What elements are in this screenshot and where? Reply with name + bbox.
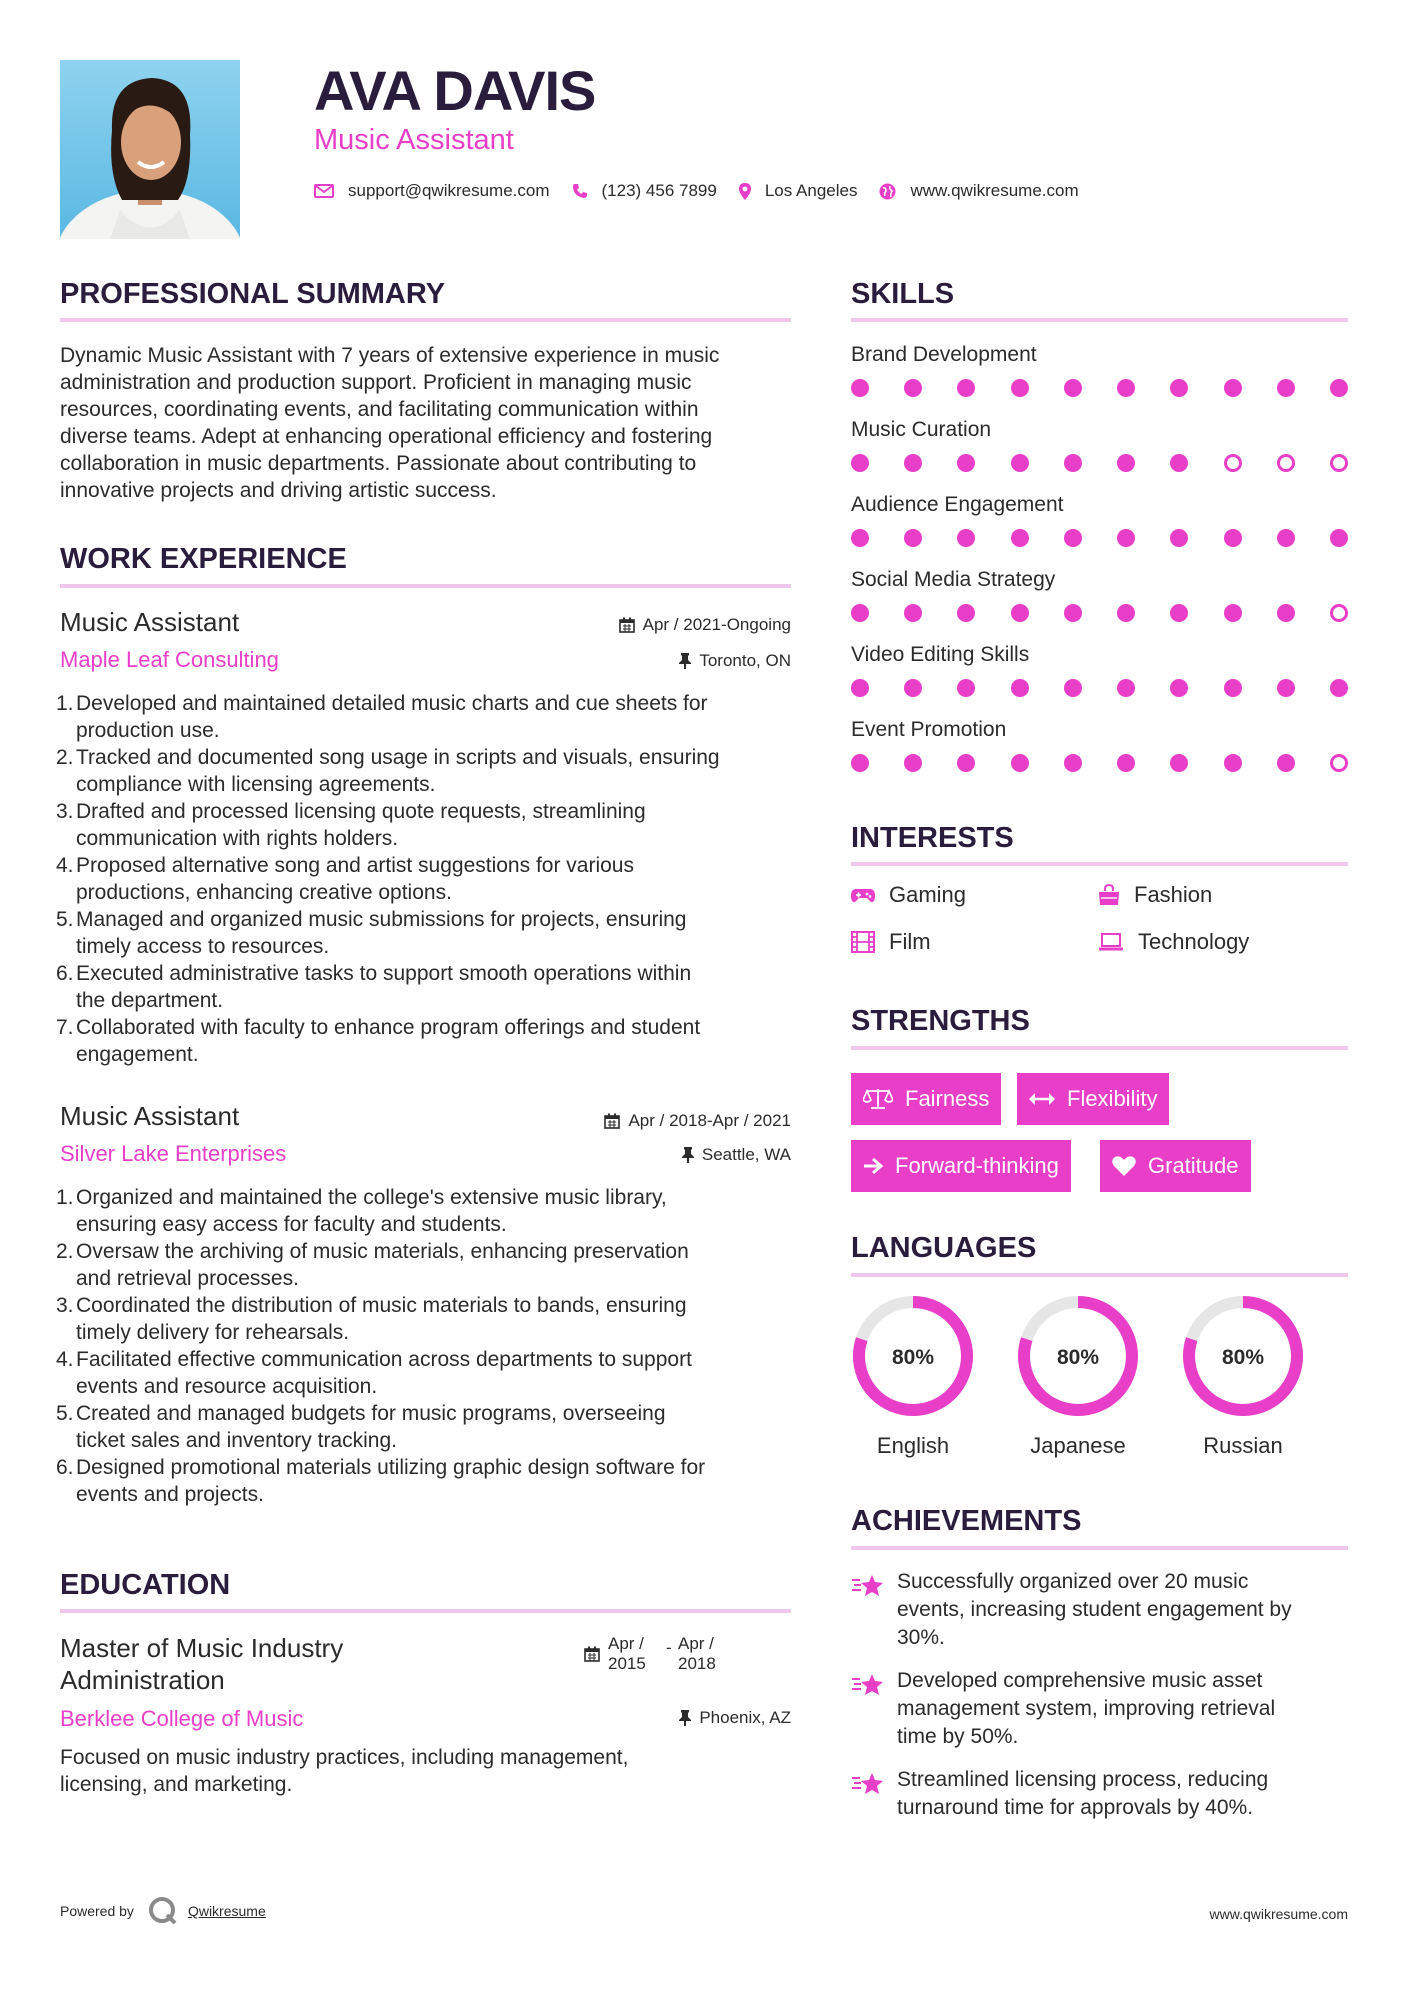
summary-line: Dynamic Music Assistant with 7 years of extensive experience in music xyxy=(60,344,720,367)
education-dash: - xyxy=(666,1638,672,1657)
rating-dot-filled xyxy=(1330,679,1348,697)
skill-label: Music Curation xyxy=(851,418,992,441)
rating-dot-filled xyxy=(1064,754,1082,772)
strength-tag-gratitude: Gratitude xyxy=(1100,1140,1251,1192)
list-item: 5. Managed and organized music submissions for projects, ensuring timely access to resources. xyxy=(56,908,687,958)
pushpin-icon xyxy=(682,1147,694,1163)
pushpin-icon xyxy=(679,1710,691,1726)
list-item: 2. Tracked and documented song usage in scripts and visuals, ensuring compliance with licensing agreements. xyxy=(56,746,720,796)
language-ring xyxy=(851,1294,975,1418)
language-ring xyxy=(1181,1294,1305,1418)
skill-row xyxy=(851,716,1348,791)
company-name: Maple Leaf Consulting xyxy=(60,647,279,672)
job-location xyxy=(500,1145,791,1165)
rating-dot-filled xyxy=(1011,454,1029,472)
phone-icon xyxy=(572,183,588,199)
education-end: Apr / 2018 xyxy=(678,1634,716,1673)
education-divider xyxy=(60,1609,791,1613)
language-percent: 80% xyxy=(891,1346,935,1369)
rating-dot-filled xyxy=(1224,379,1242,397)
skill-row xyxy=(851,341,1348,416)
rating-dot-filled xyxy=(1064,454,1082,472)
job-location-text: Seattle, WA xyxy=(701,1145,791,1164)
rating-dot-filled xyxy=(851,529,869,547)
skill-row xyxy=(851,641,1348,716)
shooting-star-icon xyxy=(851,1671,885,1699)
experience-heading: WORK EXPERIENCE xyxy=(60,543,347,575)
skills-divider xyxy=(851,318,1348,322)
interest-technology: Technology xyxy=(1098,929,1249,955)
skill-row xyxy=(851,491,1348,566)
rating-dot-filled xyxy=(957,454,975,472)
rating-dot-filled xyxy=(851,604,869,622)
achievements-divider xyxy=(851,1546,1348,1550)
powered-by-text: Powered by xyxy=(60,1903,134,1919)
phone-text: (123) 456 7899 xyxy=(601,181,717,200)
envelope-icon xyxy=(314,183,334,199)
rating-dot-filled xyxy=(851,679,869,697)
rating-dot-filled xyxy=(1277,604,1295,622)
summary-text xyxy=(60,342,800,504)
rating-dot-filled xyxy=(1277,754,1295,772)
strengths-heading: STRENGTHS xyxy=(851,1005,1030,1037)
rating-dot-filled xyxy=(1170,754,1188,772)
interest-fashion: Fashion xyxy=(1098,882,1212,908)
skill-label: Social Media Strategy xyxy=(851,568,1056,591)
interest-film: Film xyxy=(851,929,931,955)
contact-location xyxy=(739,181,858,201)
job-dates-text: Apr / 2018-Apr / 2021 xyxy=(628,1111,791,1130)
language-label: Russian xyxy=(1203,1433,1283,1458)
film-icon xyxy=(851,931,875,953)
rating-dot-filled xyxy=(1277,379,1295,397)
job-bullets xyxy=(58,1184,798,1508)
rating-dot-filled xyxy=(957,379,975,397)
summary-divider xyxy=(60,318,791,322)
location-text: Los Angeles xyxy=(764,181,858,200)
rating-dot-filled xyxy=(1224,754,1242,772)
language-percent: 80% xyxy=(1221,1346,1265,1369)
language-item xyxy=(1016,1294,1140,1459)
experience-divider xyxy=(60,584,791,588)
heart-icon xyxy=(1112,1156,1136,1176)
calendar-icon xyxy=(619,617,635,633)
rating-dot-filled xyxy=(1330,529,1348,547)
list-item: 2. Oversaw the archiving of music materials, enhancing preservation and retrieval processes. xyxy=(56,1240,689,1290)
list-item: 4. Proposed alternative song and artist suggestions for various productions, enhancing creative options. xyxy=(56,854,634,904)
shooting-star-icon xyxy=(851,1770,885,1798)
job-location xyxy=(500,651,791,671)
achievement-item: Developed comprehensive music asset management system, improving retrieval time by 50%. xyxy=(851,1667,1351,1751)
strength-tag-flexibility: Flexibility xyxy=(1017,1073,1169,1125)
rating-dot-filled xyxy=(904,604,922,622)
rating-dot-filled xyxy=(1117,379,1135,397)
interests-heading: INTERESTS xyxy=(851,822,1014,854)
rating-dot-filled xyxy=(1117,754,1135,772)
list-item: 7. Collaborated with faculty to enhance program offerings and student engagement. xyxy=(56,1016,701,1066)
job-title: Music Assistant xyxy=(60,607,240,637)
language-percent: 80% xyxy=(1056,1346,1100,1369)
summary-line: collaboration in music departments. Passionate about contributing to xyxy=(60,452,697,475)
rating-dot-filled xyxy=(1064,529,1082,547)
email-text: support@qwikresume.com xyxy=(348,181,550,200)
rating-dot-filled xyxy=(1117,529,1135,547)
job-dates xyxy=(500,1111,791,1131)
rating-dot-empty xyxy=(1330,754,1348,772)
skills-list xyxy=(851,341,1348,791)
education-start: Apr / 2015 xyxy=(608,1634,646,1673)
languages-heading: LANGUAGES xyxy=(851,1232,1037,1264)
skill-rating xyxy=(851,754,1348,772)
summary-line: diverse teams. Adept at enhancing operational efficiency and fostering xyxy=(60,425,713,448)
summary-line: administration and production support. Proficient in managing music xyxy=(60,371,692,394)
calendar-icon xyxy=(584,1646,600,1662)
degree-title: Master of Music Industry Administration xyxy=(60,1633,344,1695)
rating-dot-filled xyxy=(904,754,922,772)
rating-dot-filled xyxy=(957,529,975,547)
rating-dot-filled xyxy=(904,379,922,397)
list-item: 1. Developed and maintained detailed music charts and cue sheets for production use. xyxy=(56,692,708,742)
skill-label: Audience Engagement xyxy=(851,493,1064,516)
gamepad-icon xyxy=(851,887,875,903)
rating-dot-filled xyxy=(851,754,869,772)
rating-dot-filled xyxy=(904,679,922,697)
candidate-role: Music Assistant xyxy=(314,124,514,156)
skills-heading: SKILLS xyxy=(851,278,955,310)
rating-dot-filled xyxy=(1064,379,1082,397)
job-dates-text: Apr / 2021-Ongoing xyxy=(642,615,791,634)
rating-dot-filled xyxy=(1224,679,1242,697)
education-dates xyxy=(584,1634,716,1674)
list-item: 5. Created and managed budgets for music programs, overseeing ticket sales and inventory tracking. xyxy=(56,1402,666,1452)
rating-dot-filled xyxy=(1011,754,1029,772)
skill-label: Event Promotion xyxy=(851,718,1007,741)
calendar-icon xyxy=(604,1113,620,1129)
qwikresume-logo-icon xyxy=(148,1896,178,1926)
rating-dot-filled xyxy=(851,379,869,397)
language-item xyxy=(851,1294,975,1459)
achievement-item: Streamlined licensing process, reducing turnaround time for approvals by 40%. xyxy=(851,1766,1351,1822)
skill-rating xyxy=(851,454,1348,472)
language-label: English xyxy=(876,1433,950,1458)
rating-dot-filled xyxy=(1064,679,1082,697)
language-item xyxy=(1181,1294,1305,1459)
education-location-text: Phoenix, AZ xyxy=(699,1708,791,1727)
summary-heading: PROFESSIONAL SUMMARY xyxy=(60,278,446,310)
rating-dot-filled xyxy=(851,454,869,472)
list-item: 3. Drafted and processed licensing quote requests, streamlining communication with rights holders. xyxy=(56,800,646,850)
skill-label: Brand Development xyxy=(851,343,1037,366)
contact-bar xyxy=(314,176,1101,206)
arrows-horizontal-icon xyxy=(1029,1092,1055,1106)
qwikresume-link[interactable]: Qwikresume xyxy=(187,1903,266,1919)
job-bullets xyxy=(58,690,798,1068)
achievements-heading: ACHIEVEMENTS xyxy=(851,1505,1082,1537)
rating-dot-filled xyxy=(1170,379,1188,397)
rating-dot-filled xyxy=(1064,604,1082,622)
skill-label: Video Editing Skills xyxy=(851,643,1030,666)
rating-dot-empty xyxy=(1224,454,1242,472)
education-location xyxy=(500,1708,791,1728)
rating-dot-filled xyxy=(1011,679,1029,697)
rating-dot-filled xyxy=(1117,679,1135,697)
arrow-right-icon xyxy=(863,1157,883,1175)
education-description: Focused on music industry practices, including management, licensing, and marketing. xyxy=(60,1746,629,1796)
rating-dot-filled xyxy=(1224,529,1242,547)
summary-line: resources, coordinating events, and facilitating communication within xyxy=(60,398,699,421)
shopping-bag-icon xyxy=(1098,884,1120,906)
education-heading: EDUCATION xyxy=(60,1569,231,1601)
skill-rating xyxy=(851,604,1348,622)
rating-dot-filled xyxy=(1170,529,1188,547)
skill-rating xyxy=(851,379,1348,397)
language-label: Japanese xyxy=(1030,1433,1126,1458)
languages-divider xyxy=(851,1273,1348,1277)
rating-dot-filled xyxy=(1170,604,1188,622)
footer-powered-by xyxy=(60,1896,266,1926)
skill-rating xyxy=(851,679,1348,697)
summary-line: innovative projects and driving artistic success. xyxy=(60,479,497,502)
list-item: 6. Executed administrative tasks to support smooth operations within the department. xyxy=(56,962,692,1012)
strength-tag-forward-thinking: Forward-thinking xyxy=(851,1140,1071,1192)
contact-website[interactable] xyxy=(879,181,1078,201)
rating-dot-filled xyxy=(957,604,975,622)
school-name: Berklee College of Music xyxy=(60,1706,304,1731)
rating-dot-filled xyxy=(1011,529,1029,547)
rating-dot-filled xyxy=(957,754,975,772)
rating-dot-filled xyxy=(1011,379,1029,397)
balance-scale-icon xyxy=(863,1087,893,1111)
rating-dot-filled xyxy=(1170,679,1188,697)
rating-dot-filled xyxy=(1277,529,1295,547)
language-ring xyxy=(1016,1294,1140,1418)
rating-dot-filled xyxy=(1224,604,1242,622)
rating-dot-filled xyxy=(904,454,922,472)
pushpin-icon xyxy=(679,653,691,669)
job-title: Music Assistant xyxy=(60,1101,240,1131)
rating-dot-empty xyxy=(1330,454,1348,472)
profile-photo xyxy=(60,60,240,239)
rating-dot-filled xyxy=(1011,604,1029,622)
laptop-icon xyxy=(1098,932,1124,952)
footer-website[interactable]: www.qwikresume.com xyxy=(1209,1906,1348,1922)
skill-rating xyxy=(851,529,1348,547)
list-item: 4. Facilitated effective communication across departments to support events and resource acquisition. xyxy=(56,1348,692,1398)
candidate-name: AVA DAVIS xyxy=(314,59,596,122)
rating-dot-filled xyxy=(1277,679,1295,697)
strength-tag-fairness: Fairness xyxy=(851,1073,1001,1125)
skill-row xyxy=(851,416,1348,491)
job-dates xyxy=(500,615,791,635)
list-item: 6. Designed promotional materials utilizing graphic design software for events and projects. xyxy=(56,1456,706,1506)
interest-gaming: Gaming xyxy=(851,882,966,908)
rating-dot-filled xyxy=(904,529,922,547)
globe-icon xyxy=(879,183,896,200)
website-text: www.qwikresume.com xyxy=(910,181,1079,200)
contact-phone[interactable] xyxy=(572,181,717,201)
list-item: 1. Organized and maintained the college's extensive music library, ensuring easy access for faculty and students. xyxy=(56,1186,667,1236)
rating-dot-empty xyxy=(1277,454,1295,472)
company-name: Silver Lake Enterprises xyxy=(60,1141,287,1166)
shooting-star-icon xyxy=(851,1572,885,1600)
rating-dot-empty xyxy=(1330,604,1348,622)
rating-dot-filled xyxy=(1170,454,1188,472)
contact-email[interactable] xyxy=(314,181,550,201)
rating-dot-filled xyxy=(1117,454,1135,472)
rating-dot-filled xyxy=(1330,379,1348,397)
skill-row xyxy=(851,566,1348,641)
map-pin-icon xyxy=(739,183,751,200)
achievement-item: Successfully organized over 20 music events, increasing student engagement by 30%. xyxy=(851,1568,1351,1652)
rating-dot-filled xyxy=(1117,604,1135,622)
job-location-text: Toronto, ON xyxy=(699,651,791,670)
rating-dot-filled xyxy=(957,679,975,697)
strengths-divider xyxy=(851,1046,1348,1050)
list-item: 3. Coordinated the distribution of music materials to bands, ensuring timely delivery for rehearsals. xyxy=(56,1294,687,1344)
interests-divider xyxy=(851,862,1348,866)
